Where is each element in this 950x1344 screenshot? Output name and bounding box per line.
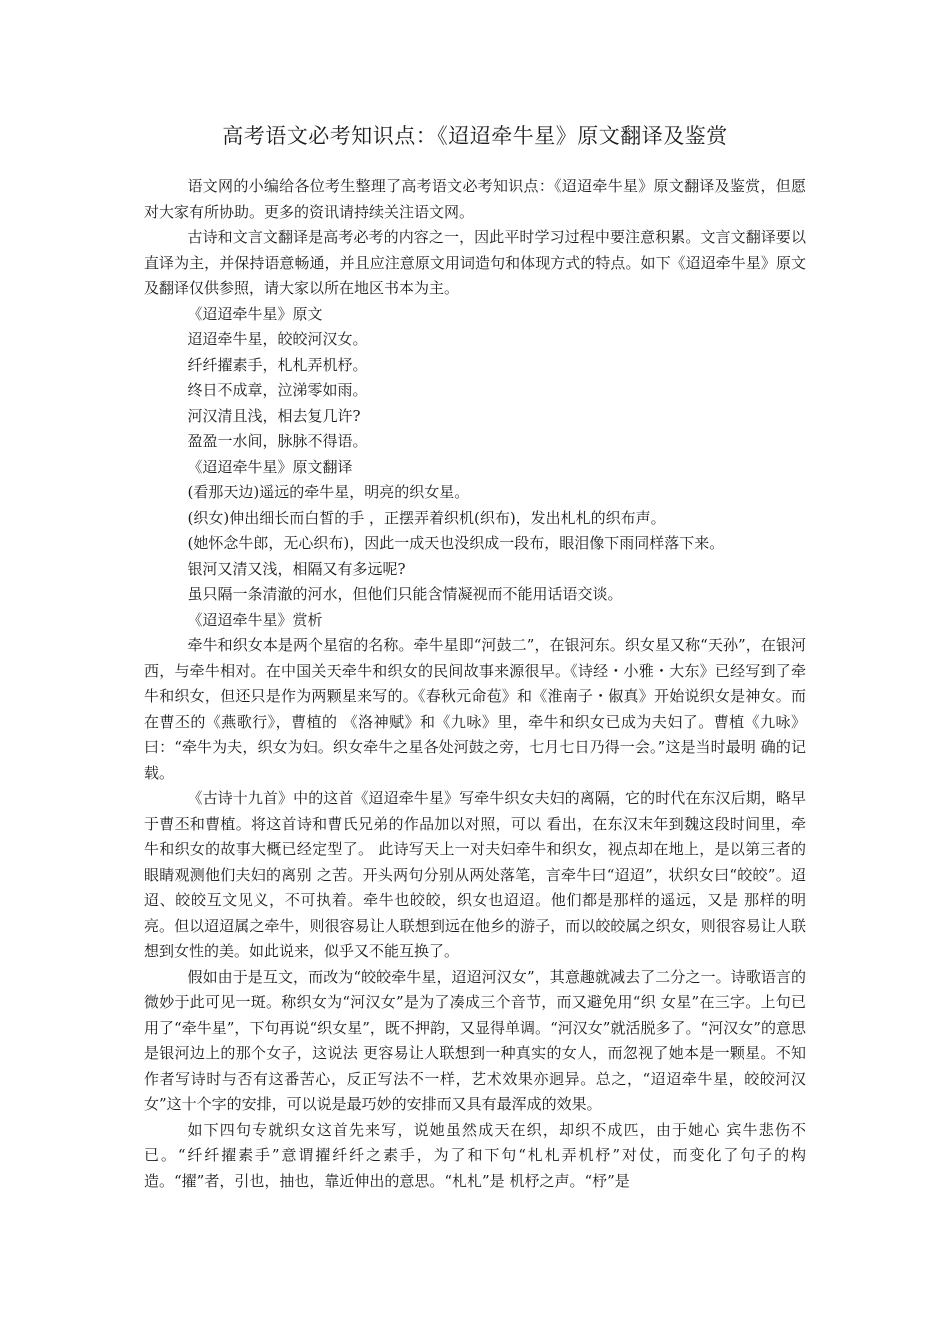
translation-line: (她怀念牛郎，无心织布)，因此一成天也没织成一段布，眼泪像下雨同样落下来。 [187, 534, 725, 552]
document-title: 高考语文必考知识点：《迢迢牵牛星》原文翻译及鉴赏 [222, 124, 728, 148]
poem-line: 终日不成章，泣涕零如雨。 [187, 381, 368, 399]
document-body [144, 174, 806, 1194]
intro-paragraph: 古诗和文言文翻译是高考必考的内容之一，因此平时学习过程中要注意积累。文言文翻译要以直译为主，并保持语意畅通，并且应注意原文用词造句和体现方式的特点。如下《迢迢牵牛星》原文及翻译仅供参照，请大家以所在地区书本为主。 [144, 228, 806, 297]
poem-line: 迢迢牵牛星，皎皎河汉女。 [187, 330, 368, 348]
translation-line: 银河又清又浅，相隔又有多远呢? [187, 559, 406, 578]
poem-line: 河汉清且浅，相去复几许? [187, 406, 361, 425]
appreciation-paragraph: 《古诗十九首》中的这首《迢迢牵牛星》写牵牛织女夫妇的离隔，它的时代在东汉后期，略早于曹丕和曹植。将这首诗和曹氏兄弟的作品加以对照，可以 看出，在东汉末年到魏这段时间里，牵牛和织女的故事大概已经定型了。 此诗写天上一对夫妇牵牛和织女，视点却在地上，是以第三者的眼睛观测他们夫妇的离别 之苦。开头两句分别从两处落笔，言牵牛曰“迢迢”，状织女曰“皎皎”。迢迢、皎皎互文见义，不可执着。牵牛也皎皎，织女也迢迢。他们都是那样的遥远，又是 那样的明亮。但以迢迢属之牵牛，则很容易让人联想到远在他乡的游子，而以皎皎属之织女，则很容易让人联想到女性的美。如此说来，似乎又不能互换了。 [144, 789, 806, 960]
intro-paragraph: 语文网的小编给各位考生整理了高考语文必考知识点：《迢迢牵牛星》原文翻译及鉴赏，但愿对大家有所协助。更多的资讯请持续关注语文网。 [144, 177, 806, 221]
translation-line: 虽只隔一条清澈的河水，但他们只能含情凝视而不能用话语交谈。 [187, 585, 623, 603]
translation-line: (看那天边)遥远的牵牛星，明亮的织女星。 [187, 483, 470, 501]
poem-line: 纤纤擢素手，札札弄机杼。 [187, 355, 368, 374]
appreciation-paragraph: 如下四句专就织女这首先来写，说她虽然成天在织，却织不成匹，由于她心 宾牛悲伤不已。“纤纤擢素手”意谓擢纤纤之素手，为了和下句“札札弄机杼”对仗，而变化了句子的构造。“擢”者，引也，抽也，靠近伸出的意思。“札札”是 机杼之声。“杼”是 [144, 1120, 806, 1190]
appreciation-paragraph: 牵牛和织女本是两个星宿的名称。牵牛星即“河鼓二”，在银河东。织女星又称“天孙”，在银河 西，与牵牛相对。在中国关天牵牛和织女的民间故事来源很早。《诗经・小雅・大东》已经写到了牵牛和织女，但还只是作为两颗星来写的。《春秋元命苞》和《淮南子・俶真》开始说织女是神女。而在曹丕的《燕歌行》，曹植的 《洛神赋》和《九咏》里，牵牛和织女已成为夫妇了。曹植《九咏》曰：“牵牛为夫，织女为妇。织女牵牛之星各处河鼓之旁，七月七日乃得一会。”这是当时最明 确的记载。 [144, 636, 806, 782]
appreciation-heading: 《迢迢牵牛星》赏析 [187, 610, 323, 629]
translation-heading: 《迢迢牵牛星》原文翻译 [187, 457, 353, 476]
poem-line: 盈盈一水间，脉脉不得语。 [187, 432, 368, 450]
original-heading: 《迢迢牵牛星》原文 [187, 304, 323, 323]
translation-line: (织女)伸出细长而白皙的手 ，正摆弄着织机(织布)，发出札札的织布声。 [187, 508, 666, 527]
appreciation-paragraph: 假如由于是互文，而改为“皎皎牵牛星，迢迢河汉女”，其意趣就减去了二分之一。诗歌语言的微妙于此可见一斑。称织女为“河汉女”是为了凑成三个音节，而又避免用“织 女星”在三字。上句已用了“牵牛星”，下句再说“织女星”，既不押韵，又显得单调。“河汉女”就活脱多了。“河汉女”的意思是银河边上的那个女子，这说法 更容易让人联想到一种真实的女人，而忽视了她本是一颗星。不知作者写诗时与否有这番苦心，反正写法不一样，艺术效果亦迥异。总之，“迢迢牵牛星，皎皎河汉 女”这十个字的安排，可以说是最巧妙的安排而又具有最浑成的效果。 [144, 967, 806, 1113]
